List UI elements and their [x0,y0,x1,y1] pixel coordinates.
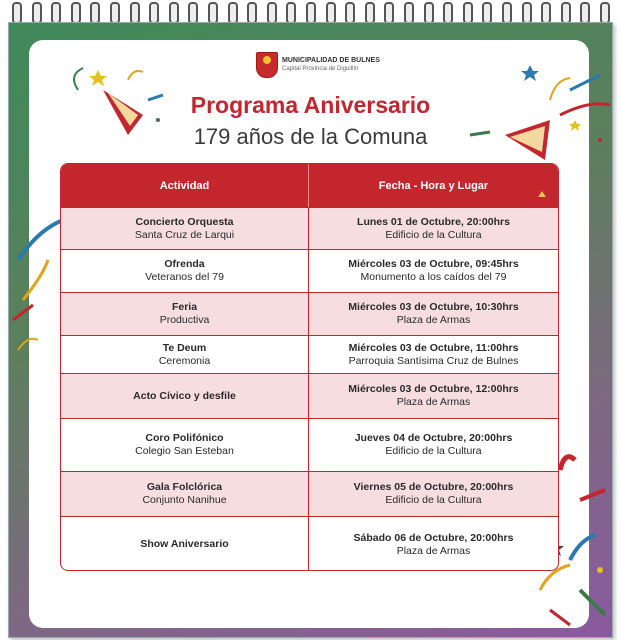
confetti-decoration-right [450,60,620,180]
binding-ring [463,2,473,24]
event-datetime: Miércoles 03 de Octubre, 10:30hrs [348,301,519,313]
event-datetime: Sábado 06 de Octubre, 20:00hrs [353,531,514,544]
activity-detail: Veteranos del 79 [145,271,224,283]
binding-ring [188,2,198,24]
event-datetime: Jueves 04 de Octubre, 20:00hrs [354,432,513,444]
binding-ring [32,2,42,24]
activity-name: Te Deum [162,341,207,354]
binding-ring [502,2,512,24]
table-row [61,292,558,335]
table-row [61,516,558,571]
binding-ring [443,2,453,24]
binding-ring [306,2,316,24]
event-datetime: Miércoles 03 de Octubre, 11:00hrs [348,341,519,354]
activity-name: Concierto Orquesta [135,215,234,228]
binding-ring [286,2,296,24]
activity-detail: Santa Cruz de Larqui [134,228,235,241]
binding-ring [424,2,434,24]
table-row [61,418,558,471]
binding-ring [561,2,571,24]
spiral-binding [0,0,621,24]
table-row [61,207,558,249]
activity-name: Ofrenda [164,258,205,270]
activity-detail: Colegio San Esteban [135,445,234,457]
page-subtitle: 179 años de la Comuna [193,124,428,149]
binding-ring [110,2,120,24]
event-place: Edificio de la Cultura [385,494,482,506]
binding-ring [345,2,355,24]
column-header-date [309,164,558,207]
binding-ring [600,2,610,24]
activity-name: Coro Polifónico [145,432,224,444]
binding-ring [149,2,159,24]
event-datetime: Lunes 01 de Octubre, 20:00hrs [357,215,510,228]
activity-detail: Productiva [159,314,210,326]
event-datetime: Miércoles 03 de Octubre, 09:45hrs [348,258,519,270]
binding-ring [130,2,140,24]
binding-ring [12,2,22,24]
binding-ring [522,2,532,24]
activity-detail: Ceremonia [158,354,211,367]
shield-icon [256,52,278,78]
schedule-table [60,163,559,571]
binding-ring [71,2,81,24]
binding-ring [228,2,238,24]
binding-ring [541,2,551,24]
event-place: Monumento a los caídos del 79 [360,271,507,283]
binding-ring [404,2,414,24]
binding-ring [580,2,590,24]
table-header [61,164,558,207]
binding-ring [90,2,100,24]
binding-ring [482,2,492,24]
event-place: Edificio de la Cultura [385,445,482,457]
municipality-logo [256,52,380,78]
binding-ring [247,2,257,24]
activity-name: Show Aniversario [140,538,229,550]
table-row [61,249,558,292]
event-place: Edificio de la Cultura [385,228,482,241]
event-place: Plaza de Armas [396,314,471,326]
table-row [61,471,558,516]
logo-subtitle: Capital Provincia de Diguillín [282,66,359,72]
activity-name: Feria [171,301,198,313]
page-title: Programa Aniversario [190,92,431,118]
event-datetime: Miércoles 03 de Octubre, 12:00hrs [348,383,519,395]
binding-ring [51,2,61,24]
binding-ring [267,2,277,24]
column-header-date-label: Fecha - Hora y Lugar [378,179,489,192]
table-row [61,373,558,418]
column-header-activity: Actividad [61,164,309,207]
binding-ring [326,2,336,24]
activity-detail: Conjunto Nanihue [142,494,227,506]
event-datetime: Viernes 05 de Octubre, 20:00hrs [353,481,514,493]
event-place: Plaza de Armas [396,544,471,557]
binding-ring [169,2,179,24]
event-place: Parroquia Santísima Cruz de Bulnes [348,354,519,367]
activity-name: Gala Folclórica [146,481,223,493]
table-row [61,335,558,373]
activity-name: Acto Cívico y desfile [133,389,236,402]
binding-ring [365,2,375,24]
binding-ring [384,2,394,24]
event-place: Plaza de Armas [396,396,471,408]
triangle-icon [538,191,546,197]
logo-title: MUNICIPALIDAD DE BULNES [282,57,380,64]
binding-ring [208,2,218,24]
